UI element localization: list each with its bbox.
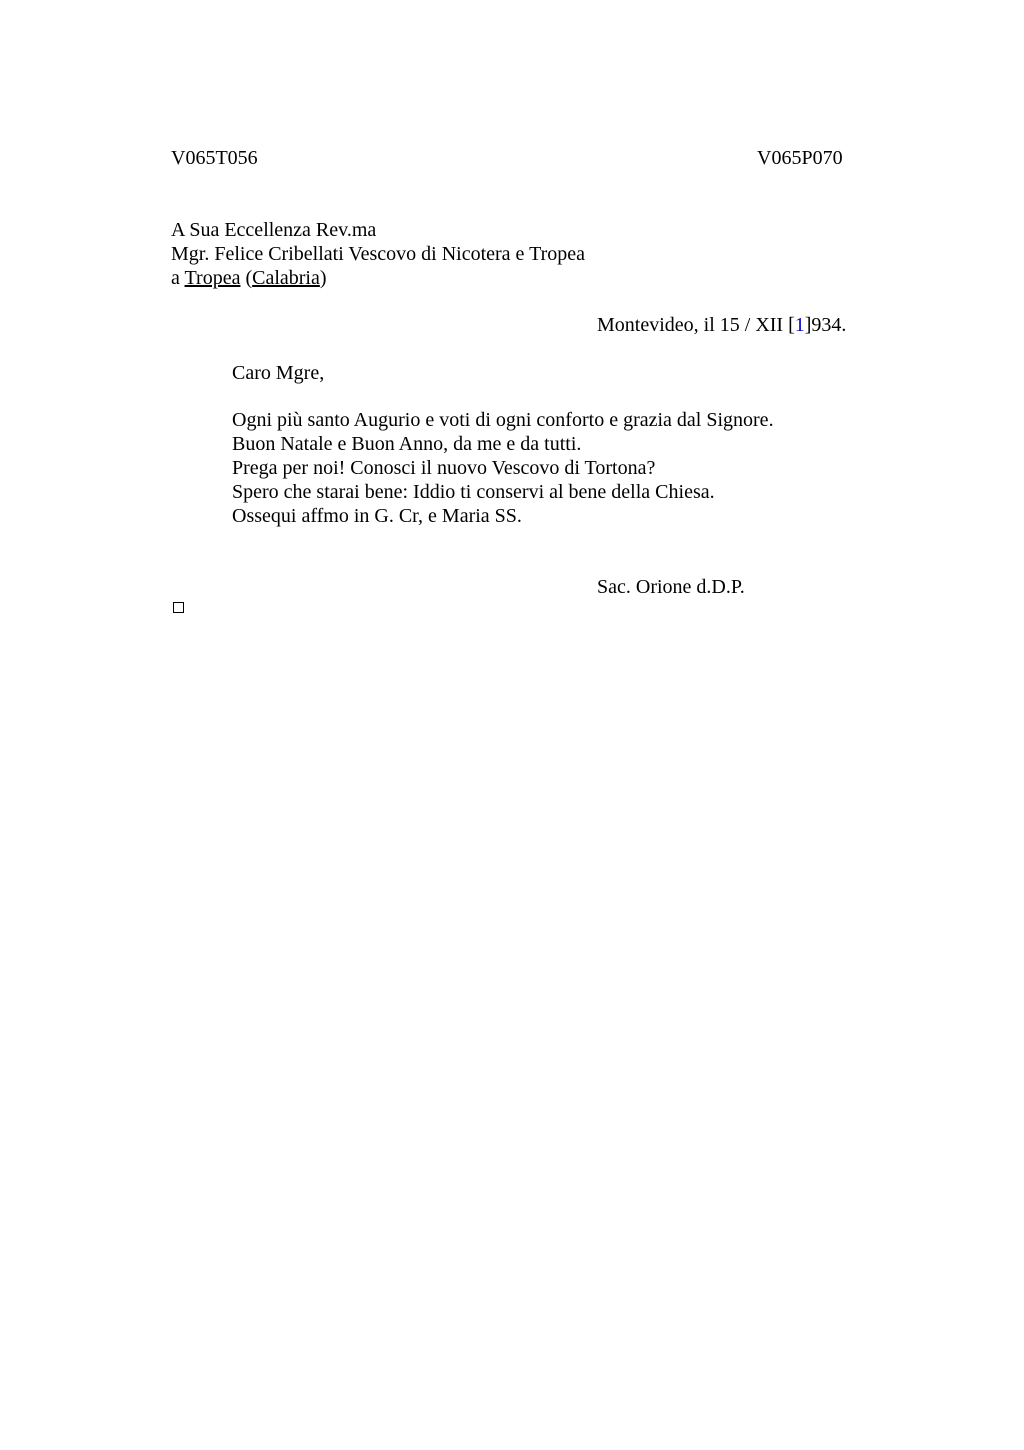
address-prefix: a [171,267,185,289]
body-line: Ossequi affmo in G. Cr, e Maria SS. [232,505,522,527]
address-line-3 [171,266,585,290]
address-region: Calabria [252,267,320,289]
address-city: Tropea [184,267,241,289]
date-prefix: Montevideo, il 15 / XII [ [597,314,795,336]
date-note-reference[interactable]: 1 [794,314,805,336]
address-paren-open: ( [240,267,253,289]
salutation: Caro Mgre, [232,362,325,384]
letter-body [232,408,774,528]
body-line: Prega per noi! Conosci il nuovo Vescovo di Tortona? [232,457,656,479]
date-suffix: ]934. [804,314,847,336]
document-reference-left: V065T056 [171,147,258,169]
recipient-address [171,218,585,290]
address-line-1: A Sua Eccellenza Rev.ma [171,219,377,241]
body-line: Spero che starai bene: Iddio ti conservi al bene della Chiesa. [232,481,715,503]
address-line-2: Mgr. Felice Cribellati Vescovo di Nicotera e Tropea [171,243,585,265]
document-reference-right: V065P070 [757,147,843,169]
address-paren-close: ) [319,267,327,289]
letter-date [597,313,846,337]
body-line: Ogni più santo Augurio e voti di ogni conforto e grazia dal Signore. [232,409,774,431]
square-outline-icon [173,602,184,613]
signature: Sac. Orione d.D.P. [597,576,745,598]
body-line: Buon Natale e Buon Anno, da me e da tutti. [232,433,582,455]
